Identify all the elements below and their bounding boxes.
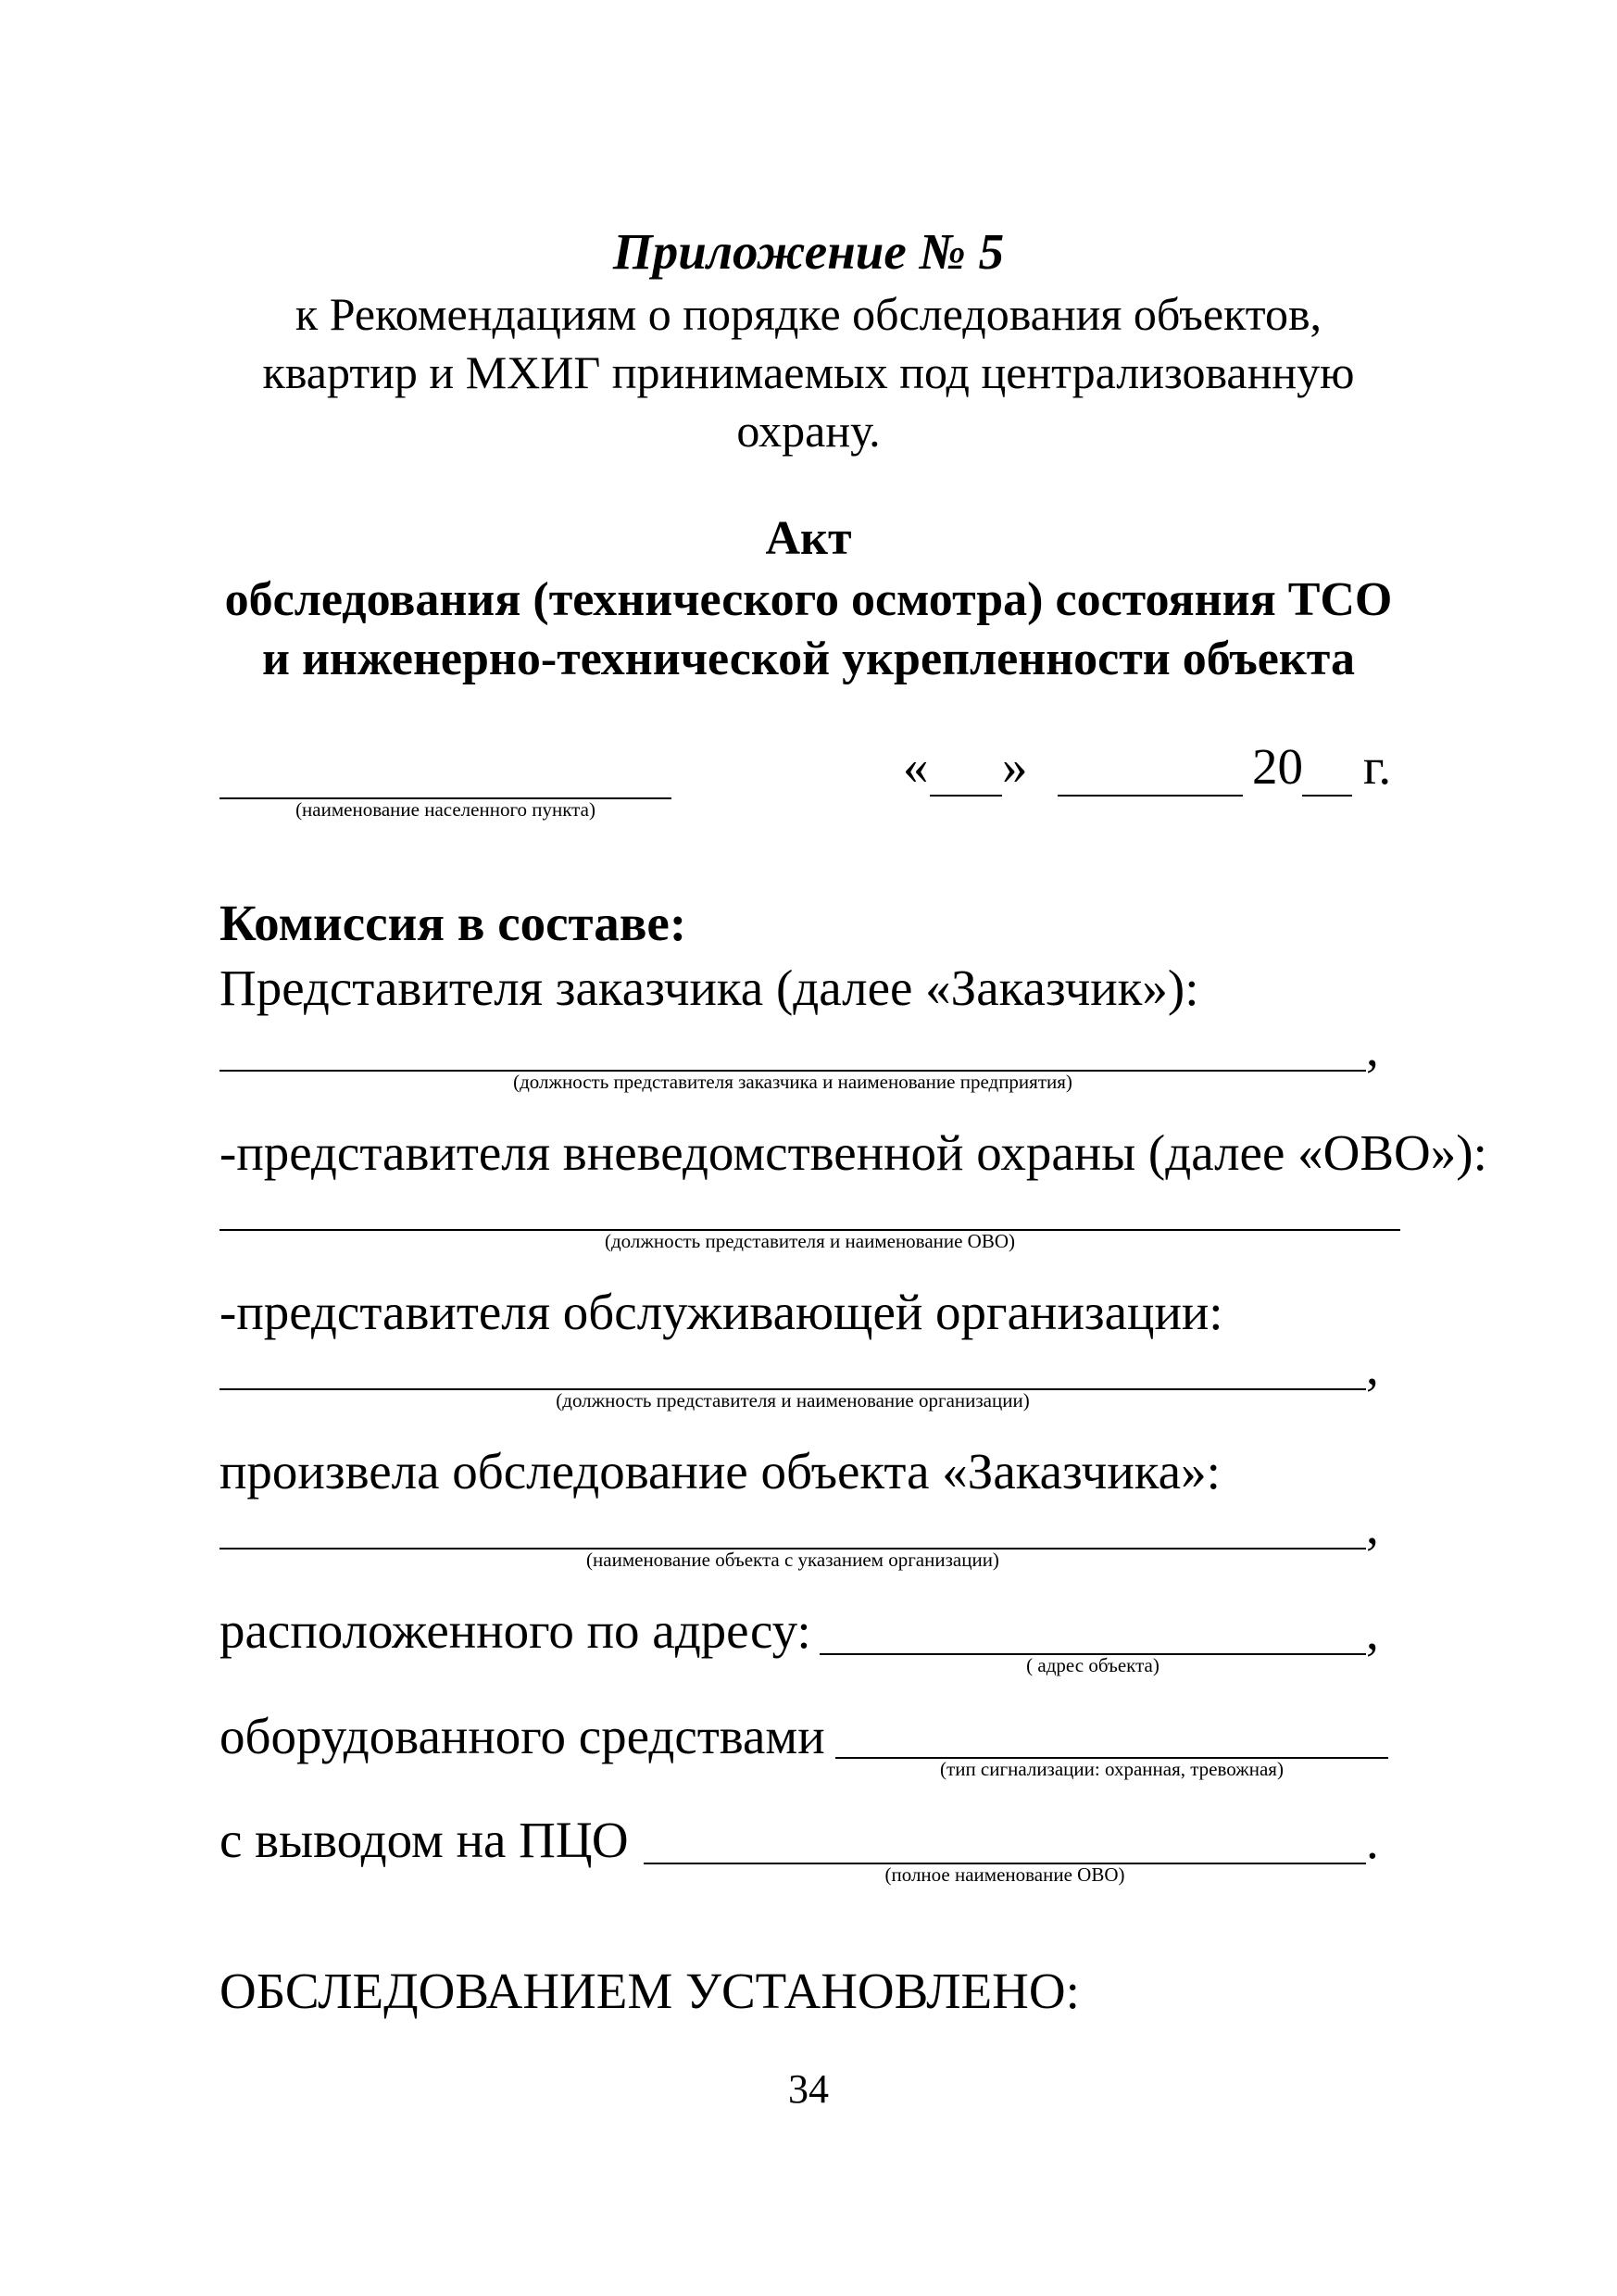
appendix-subtitle-line-2: квартир и МХИГ принимаемых под централизованную	[262, 346, 1355, 398]
pco-period: .	[1366, 1813, 1379, 1869]
date-year-blank	[1302, 795, 1352, 797]
act-subtitle-line-2: и инженерно-технической укрепленности объекта	[261, 633, 1355, 685]
object-label: произвела обследование объекта «Заказчика»:	[219, 1443, 1221, 1499]
appendix-subtitle-line-1: к Рекомендациям о порядке обследования объектов,	[295, 288, 1322, 340]
ovo-label: -представителя вневедомственной охраны (далее «ОВО»):	[219, 1124, 1487, 1181]
object-caption: (наименование объекта с указанием организации)	[586, 1549, 999, 1571]
date-open-quote: «	[903, 738, 929, 795]
date-close-quote: »	[1002, 738, 1028, 795]
commission-heading: Комиссия в составе:	[219, 895, 687, 951]
appendix-subtitle-line-3: охрану.	[736, 405, 881, 457]
customer-label: Представителя заказчика (далее «Заказчик»):	[219, 960, 1199, 1016]
address-label: расположенного по адресу:	[219, 1602, 811, 1659]
address-comma: ,	[1366, 1603, 1379, 1660]
customer-comma: ,	[1366, 1020, 1379, 1076]
ovo-caption: (должность представителя и наименование ОВО)	[604, 1230, 1016, 1252]
service-comma: ,	[1366, 1338, 1379, 1395]
equipment-caption: (тип сигнализации: охранная, тревожная)	[940, 1758, 1284, 1780]
service-caption: (должность представителя и наименование организации)	[556, 1389, 1030, 1411]
date-year-prefix: 20	[1252, 738, 1303, 795]
place-caption: (наименование населенного пункта)	[295, 798, 595, 821]
act-title: Акт	[765, 512, 852, 565]
act-subtitle-line-1: обследования (технического осмотра) состояния ТСО	[224, 573, 1393, 626]
appendix-title: Приложение № 5	[612, 223, 1005, 280]
findings-heading: ОБСЛЕДОВАНИЕМ УСТАНОВЛЕНО:	[219, 1963, 1080, 2019]
date-day-blank	[930, 795, 1002, 797]
customer-caption: (должность представителя заказчика и наименование предприятия)	[513, 1071, 1072, 1093]
date-year-suffix: г.	[1363, 738, 1392, 795]
object-comma: ,	[1366, 1498, 1379, 1554]
service-label: -представителя обслуживающей организации:	[219, 1284, 1223, 1340]
equipment-label: оборудованного средствами	[219, 1708, 825, 1764]
page-number: 34	[788, 2066, 829, 2112]
pco-caption: (полное наименование ОВО)	[884, 1863, 1125, 1886]
date-month-blank	[1058, 795, 1243, 797]
address-caption: ( адрес объекта)	[1026, 1654, 1159, 1676]
pco-label: с выводом на ПЦО	[219, 1812, 629, 1868]
